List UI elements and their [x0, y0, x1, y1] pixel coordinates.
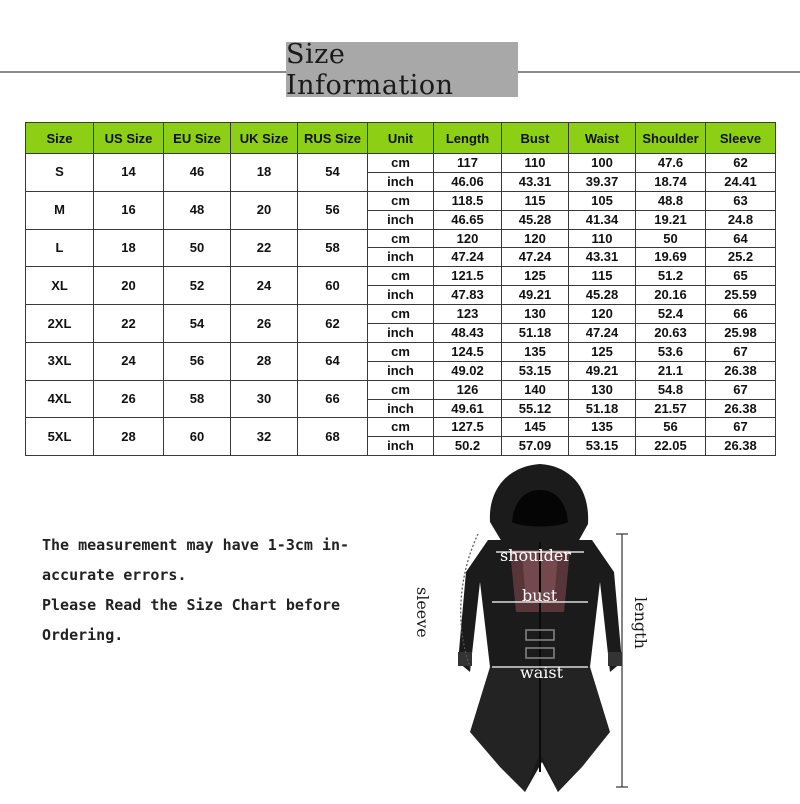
length-inch-cell: 46.65	[434, 210, 502, 229]
size-cell: 3XL	[26, 342, 94, 380]
unit-cell: inch	[368, 210, 434, 229]
unit-cell: cm	[368, 418, 434, 437]
bust-cm-cell: 135	[502, 342, 569, 361]
unit-cell: cm	[368, 342, 434, 361]
waist-inch-cell: 39.37	[569, 172, 636, 191]
sleeve-inch-cell: 25.98	[706, 324, 776, 343]
sleeve-inch-cell: 25.2	[706, 248, 776, 267]
rus-size-cell: 62	[298, 305, 368, 343]
table-row	[26, 342, 776, 361]
col-header-size: Size	[26, 123, 94, 154]
size-cell: M	[26, 191, 94, 229]
note-line: Ordering.	[42, 626, 124, 644]
waist-cm-cell: 120	[569, 305, 636, 324]
shoulder-inch-cell: 20.16	[636, 286, 706, 305]
size-chart-table	[25, 122, 776, 456]
note-line: accurate errors.	[42, 566, 187, 584]
us-size-cell: 20	[94, 267, 164, 305]
uk-size-cell: 26	[231, 305, 298, 343]
shoulder-label: shoulder	[500, 546, 571, 565]
bust-cm-cell: 125	[502, 267, 569, 286]
rus-size-cell: 64	[298, 342, 368, 380]
eu-size-cell: 54	[164, 305, 231, 343]
waist-cm-cell: 115	[569, 267, 636, 286]
size-cell: L	[26, 229, 94, 267]
length-cm-cell: 121.5	[434, 267, 502, 286]
us-size-cell: 22	[94, 305, 164, 343]
col-header-sleeve: Sleeve	[706, 123, 776, 154]
bust-inch-cell: 51.18	[502, 324, 569, 343]
sleeve-cm-cell: 67	[706, 418, 776, 437]
rus-size-cell: 54	[298, 154, 368, 192]
bust-inch-cell: 53.15	[502, 361, 569, 380]
unit-cell: inch	[368, 286, 434, 305]
length-inch-cell: 49.61	[434, 399, 502, 418]
rus-size-cell: 66	[298, 380, 368, 418]
waist-cm-cell: 135	[569, 418, 636, 437]
uk-size-cell: 30	[231, 380, 298, 418]
col-header-eu-size: EU Size	[164, 123, 231, 154]
shoulder-cm-cell: 47.6	[636, 154, 706, 173]
sleeve-cm-cell: 64	[706, 229, 776, 248]
waist-cm-cell: 110	[569, 229, 636, 248]
rus-size-cell: 60	[298, 267, 368, 305]
shoulder-cm-cell: 50	[636, 229, 706, 248]
us-size-cell: 16	[94, 191, 164, 229]
bust-inch-cell: 49.21	[502, 286, 569, 305]
size-cell: 5XL	[26, 418, 94, 456]
size-cell: S	[26, 154, 94, 192]
uk-size-cell: 24	[231, 267, 298, 305]
length-cm-cell: 126	[434, 380, 502, 399]
col-header-unit: Unit	[368, 123, 434, 154]
col-header-uk-size: UK Size	[231, 123, 298, 154]
uk-size-cell: 18	[231, 154, 298, 192]
length-label: length	[631, 597, 650, 649]
sleeve-label: sleeve	[413, 587, 432, 638]
bust-cm-cell: 145	[502, 418, 569, 437]
sleeve-inch-cell: 24.8	[706, 210, 776, 229]
waist-inch-cell: 47.24	[569, 324, 636, 343]
shoulder-inch-cell: 22.05	[636, 437, 706, 456]
col-header-bust: Bust	[502, 123, 569, 154]
bust-cm-cell: 130	[502, 305, 569, 324]
bust-inch-cell: 57.09	[502, 437, 569, 456]
us-size-cell: 24	[94, 342, 164, 380]
table-body	[26, 154, 776, 456]
eu-size-cell: 46	[164, 154, 231, 192]
unit-cell: inch	[368, 361, 434, 380]
eu-size-cell: 56	[164, 342, 231, 380]
length-inch-cell: 50.2	[434, 437, 502, 456]
waist-inch-cell: 49.21	[569, 361, 636, 380]
sleeve-inch-cell: 26.38	[706, 361, 776, 380]
col-header-us-size: US Size	[94, 123, 164, 154]
waist-inch-cell: 53.15	[569, 437, 636, 456]
note-line: The measurement may have 1-3cm in-	[42, 536, 350, 554]
size-cell: XL	[26, 267, 94, 305]
waist-inch-cell: 45.28	[569, 286, 636, 305]
note-line: Please Read the Size Chart before	[42, 596, 341, 614]
shoulder-inch-cell: 19.21	[636, 210, 706, 229]
shoulder-cm-cell: 52.4	[636, 305, 706, 324]
waist-inch-cell: 43.31	[569, 248, 636, 267]
length-inch-cell: 46.06	[434, 172, 502, 191]
size-cell: 2XL	[26, 305, 94, 343]
unit-cell: cm	[368, 191, 434, 210]
table-row	[26, 191, 776, 210]
shoulder-inch-cell: 20.63	[636, 324, 706, 343]
uk-size-cell: 32	[231, 418, 298, 456]
unit-cell: inch	[368, 324, 434, 343]
us-size-cell: 26	[94, 380, 164, 418]
shoulder-inch-cell: 21.57	[636, 399, 706, 418]
sleeve-cm-cell: 67	[706, 342, 776, 361]
shoulder-cm-cell: 53.6	[636, 342, 706, 361]
shoulder-inch-cell: 19.69	[636, 248, 706, 267]
title-banner	[286, 38, 518, 101]
eu-size-cell: 48	[164, 191, 231, 229]
bust-cm-cell: 120	[502, 229, 569, 248]
waist-cm-cell: 125	[569, 342, 636, 361]
unit-cell: inch	[368, 399, 434, 418]
coat-measurement-diagram	[413, 462, 680, 800]
bust-inch-cell: 45.28	[502, 210, 569, 229]
length-cm-cell: 124.5	[434, 342, 502, 361]
shoulder-cm-cell: 54.8	[636, 380, 706, 399]
shoulder-cm-cell: 48.8	[636, 191, 706, 210]
length-cm-cell: 117	[434, 154, 502, 173]
table-row	[26, 380, 776, 399]
shoulder-inch-cell: 18.74	[636, 172, 706, 191]
eu-size-cell: 60	[164, 418, 231, 456]
length-cm-cell: 118.5	[434, 191, 502, 210]
bust-cm-cell: 110	[502, 154, 569, 173]
unit-cell: cm	[368, 229, 434, 248]
shoulder-inch-cell: 21.1	[636, 361, 706, 380]
table-row	[26, 267, 776, 286]
length-inch-cell: 48.43	[434, 324, 502, 343]
bust-inch-cell: 47.24	[502, 248, 569, 267]
bust-label: bust	[522, 586, 558, 605]
shoulder-cm-cell: 56	[636, 418, 706, 437]
rus-size-cell: 56	[298, 191, 368, 229]
unit-cell: inch	[368, 248, 434, 267]
uk-size-cell: 20	[231, 191, 298, 229]
sleeve-cm-cell: 66	[706, 305, 776, 324]
length-inch-cell: 47.83	[434, 286, 502, 305]
unit-cell: inch	[368, 172, 434, 191]
waist-cm-cell: 105	[569, 191, 636, 210]
uk-size-cell: 28	[231, 342, 298, 380]
col-header-waist: Waist	[569, 123, 636, 154]
sleeve-inch-cell: 25.59	[706, 286, 776, 305]
rus-size-cell: 58	[298, 229, 368, 267]
unit-cell: cm	[368, 305, 434, 324]
table-row	[26, 418, 776, 437]
length-inch-cell: 49.02	[434, 361, 502, 380]
waist-cm-cell: 130	[569, 380, 636, 399]
waist-label: waist	[520, 663, 563, 682]
unit-cell: cm	[368, 154, 434, 173]
measurement-note	[42, 530, 382, 650]
rus-size-cell: 68	[298, 418, 368, 456]
uk-size-cell: 22	[231, 229, 298, 267]
bust-inch-cell: 55.12	[502, 399, 569, 418]
sleeve-cm-cell: 63	[706, 191, 776, 210]
length-cm-cell: 127.5	[434, 418, 502, 437]
eu-size-cell: 50	[164, 229, 231, 267]
length-cm-cell: 123	[434, 305, 502, 324]
sleeve-inch-cell: 26.38	[706, 399, 776, 418]
col-header-shoulder: Shoulder	[636, 123, 706, 154]
sleeve-inch-cell: 26.38	[706, 437, 776, 456]
bust-inch-cell: 43.31	[502, 172, 569, 191]
shoulder-cm-cell: 51.2	[636, 267, 706, 286]
unit-cell: cm	[368, 380, 434, 399]
sleeve-cm-cell: 65	[706, 267, 776, 286]
sleeve-cm-cell: 67	[706, 380, 776, 399]
length-inch-cell: 47.24	[434, 248, 502, 267]
eu-size-cell: 58	[164, 380, 231, 418]
sleeve-cm-cell: 62	[706, 154, 776, 173]
col-header-rus-size: RUS Size	[298, 123, 368, 154]
length-cm-cell: 120	[434, 229, 502, 248]
waist-cm-cell: 100	[569, 154, 636, 173]
bust-cm-cell: 115	[502, 191, 569, 210]
page-title: Size Information	[286, 38, 454, 101]
unit-cell: inch	[368, 437, 434, 456]
bust-cm-cell: 140	[502, 380, 569, 399]
size-cell: 4XL	[26, 380, 94, 418]
us-size-cell: 14	[94, 154, 164, 192]
col-header-length: Length	[434, 123, 502, 154]
table-row	[26, 305, 776, 324]
sleeve-inch-cell: 24.41	[706, 172, 776, 191]
table-row	[26, 154, 776, 173]
table-row	[26, 229, 776, 248]
unit-cell: cm	[368, 267, 434, 286]
waist-inch-cell: 51.18	[569, 399, 636, 418]
waist-inch-cell: 41.34	[569, 210, 636, 229]
table-header-row	[26, 123, 776, 154]
us-size-cell: 28	[94, 418, 164, 456]
us-size-cell: 18	[94, 229, 164, 267]
eu-size-cell: 52	[164, 267, 231, 305]
